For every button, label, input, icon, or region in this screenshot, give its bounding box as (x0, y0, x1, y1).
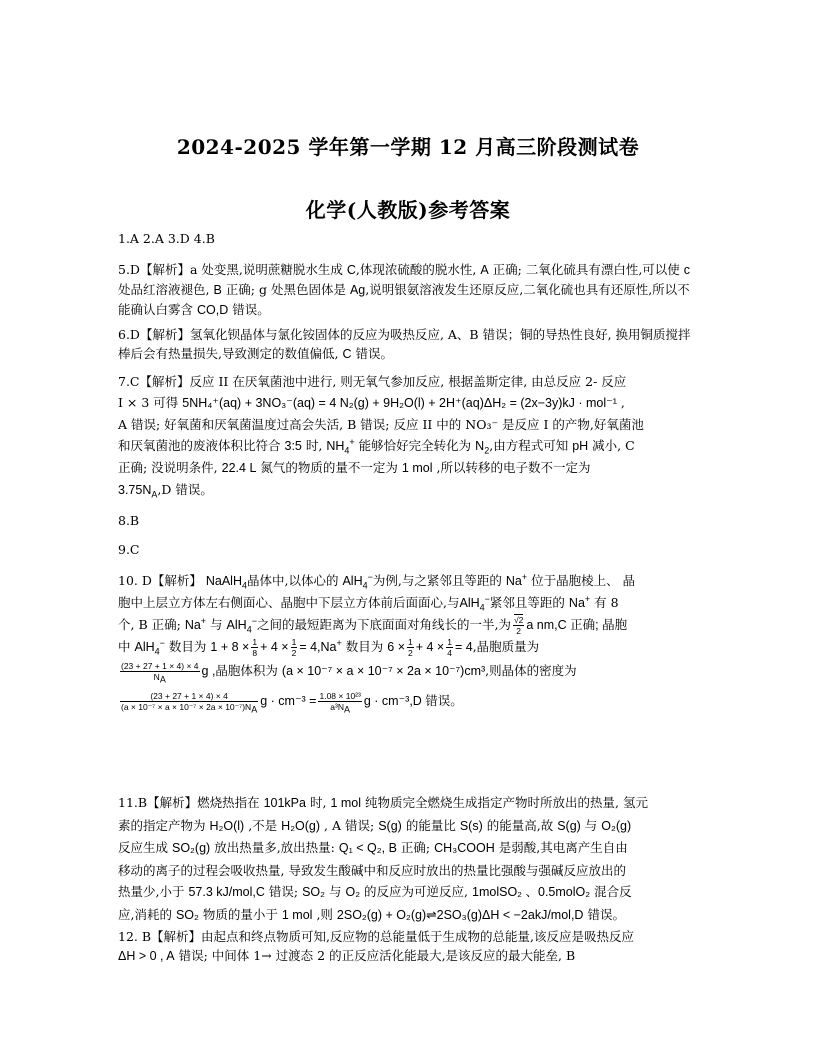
answers-1-4: 1.A 2.A 3.D 4.B (118, 231, 215, 246)
answer-q12: 12. B【解析】由起点和终点物质可知,反应物的总能量低于生成物的总能量,该反应是吸热反应 ΔH > 0 , A 错误; 中间体 1→ 过渡态 2 的正反应活化能最大,是该反应的最大能垒, B (118, 929, 634, 963)
q11-label: 11.B【解析】 (118, 795, 198, 810)
answer-q5: 5.D【解析】a 处变黑,说明蔗糖脱水生成 C,体现浓硫酸的脱水性, A 正确; 二氧化硫具有漂白性,可以使 c 处品红溶液褪色, B 正确; g 处黑色固体是 Ag,说明银氨溶液发生还原反应,二氧化硫也具有还原性,所以不能确认白雾含 CO,D 错误。 (118, 262, 691, 317)
page-subtitle: 化学(人教版)参考答案 (305, 198, 511, 222)
answer-q10: 10. D【解析】 NaAlH$_4$晶体中,以体心的 AlH$_4$−为例,与之紧邻且等距的 Na+ 位于晶胞棱上、 晶 胞中上层立方体左右侧面心、晶胞中下层立方体前后面面心,与AlH$_4$−紧邻且等距的 Na+ 有 8 个, B 正确; Na+ 与 AlH$_4$−之间的最短距离为下底面面对角线长的一半,为 $\frac{√2}{2}$ a nm,C 正确; 晶胞 中 AlH$_4$− 数目为 1 + 8 × $\frac{1}{8}$ + 4 × $\frac{1}{2}$ = 4,Na+ 数目为 6 × $\frac{1}{2}$ + 4 × $\frac{1}{4}$ = 4,晶胞质量为 $\frac{(23 + 27 + 1 \times 4) \times 4}{N_A}$ g ,晶胞体积为 (a × 10⁻⁷ × a × 10⁻⁷ × 2a × 10⁻⁷)cm³,则晶体的密度为 $\frac{(23 + 27 + 1 \times 4) \times 4}{(a \times 10^{-7} \times a \times 10^{-7} \times 2a \times 10^{-7})N_A}$ g · cm⁻³ = $\frac{\text{1.08 × 10²³}}{a^3N_A}$ g · cm⁻³,D 错误。 (118, 571, 636, 715)
answer-q8: 8.B (118, 513, 140, 528)
q7-label: 7.C【解析】 (118, 374, 190, 389)
q6-label: 6.D【解析】 (118, 327, 190, 342)
answer-q6: 6.D【解析】氢氧化钡晶体与氯化铵固体的反应为吸热反应, A、B 错误；铜的导热性良好, 换用铜质搅拌棒后会有热量损失,导致测定的数值偏低, C 错误。 (118, 327, 691, 361)
answer-q11: 11.B【解析】燃烧热指在 101kPa 时, 1 mol 纯物质完全燃烧生成指定产物时所放出的热量, 氢元 素的指定产物为 H₂O(l) ,不是 H₂O(g) , A 错误; S(g) 的能量比 S(s) 的能量高,故 S(g) 与 O₂(g) 反应生成 SO₂(g) 放出热量多,放出热量: Q₁ < Q₂, B 正确; CH₃COOH 是弱酸,其电离产生自由 移动的离子的过程会吸收热量, 导致发生酸碱中和反应时放出的热量比强酸与强碱反应放出的 热量少,小于 57.3 kJ/mol,C 错误; SO₂ 与 O₂ 的反应为可逆反应, 1molSO₂ 、0.5molO₂ 混合反 应,消耗的 SO₂ 物质的量小于 1 mol ,则 2SO₂(g) + O₂(g)⇌2SO₃(g)ΔH < −2akJ/mol,D 错误。 (118, 795, 648, 922)
answer-q9: 9.C (118, 542, 140, 557)
q10-label: 10. D【解析】 (118, 573, 202, 588)
q5-label: 5.D【解析】 (118, 262, 190, 277)
page-title: 2024-2025 学年第一学期 12 月高三阶段测试卷 (176, 135, 640, 159)
q12-label: 12. B【解析】 (118, 929, 202, 944)
answer-q7: 7.C【解析】反应 II 在厌氧菌池中进行, 则无氧气参加反应, 根据盖斯定律, 由总反应 2- 反应 I × 3 可得 5NH₄⁺(aq) + 3NO₃⁻(aq) = 4 N₂(g) + 9H₂O(l) + 2H⁺(aq)ΔH₂ = (2x−3y)kJ · mol⁻¹ , A 错误; 好氧菌和厌氧菌温度过高会失活, B 错误; 反应 II 中的 NO₃⁻ 是反应 I 的产物,好氧菌池 和厌氧菌池的废液体积比符合 3:5 时, $NH_4^+$ 能够恰好完全转化为 $N_2$,由方程式可知 pH 减小, C 正确; 没说明条件, 22.4 L 氮气的物质的量不一定为 1 mol ,所以转移的电子数不一定为 $3.75N_A,D$ 错误。 (118, 374, 644, 500)
